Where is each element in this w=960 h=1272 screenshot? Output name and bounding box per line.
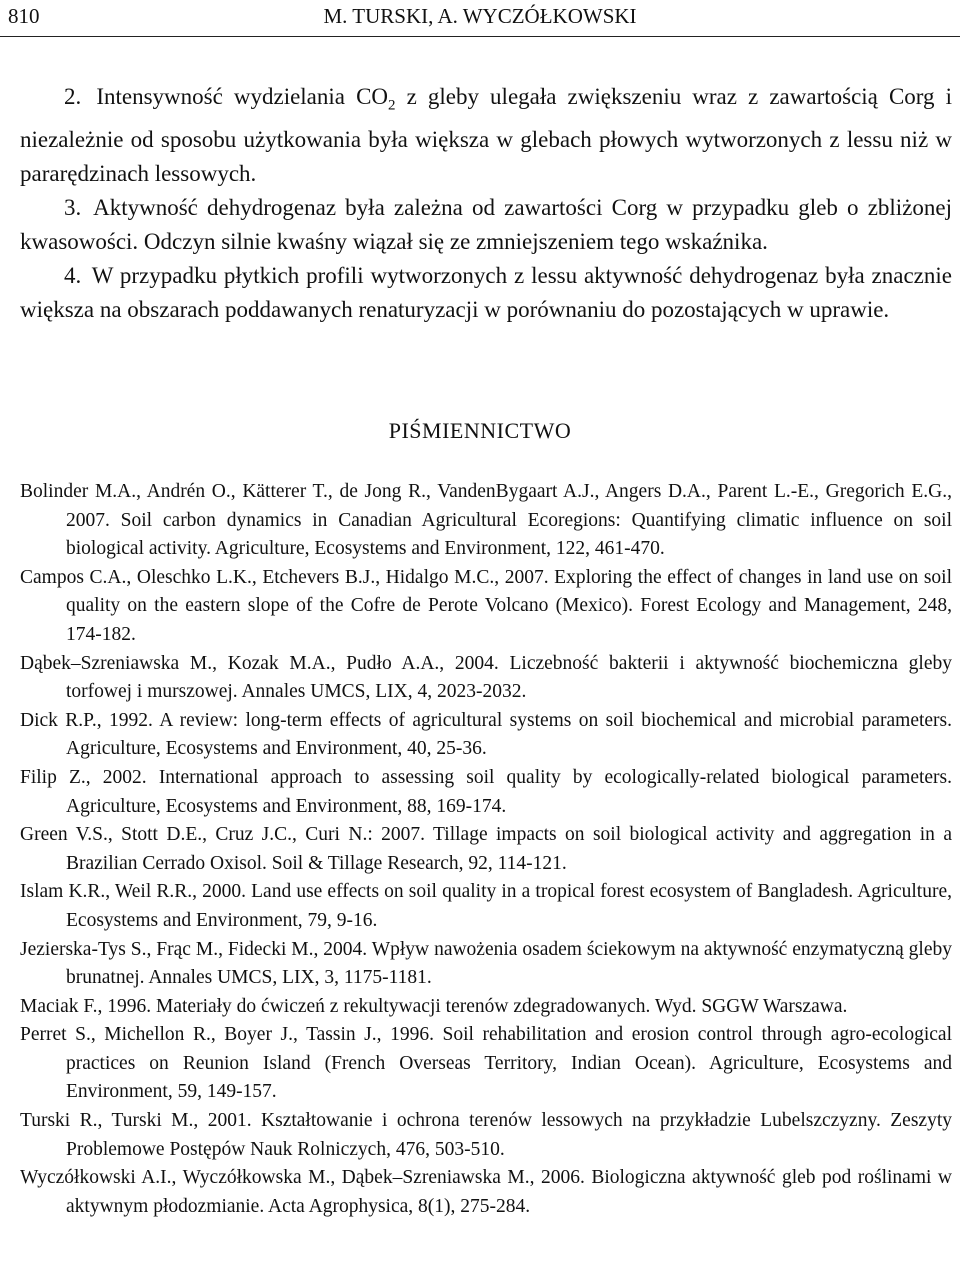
running-head: M. TURSKI, A. WYCZÓŁKOWSKI	[323, 4, 637, 28]
reference-entry: Dick R.P., 1992. A review: long-term effects of agricultural systems on soil biochemical and microbial parameters. Agriculture, Ecosystems and Environment, 40, 25-36.	[20, 709, 952, 760]
reference-entry: Campos C.A., Oleschko L.K., Etchevers B.J., Hidalgo M.C., 2007. Exploring the effect of changes in land use on soil quality on the eastern slope of the Cofre de Perote Volcano (Mexico). Forest Ecology and Management, 248, 174-182.	[20, 566, 952, 645]
section-title: PIŚMIENNICTWO	[388, 418, 572, 443]
conclusion-text: Intensywność wydzielania CO	[96, 84, 389, 109]
conclusion-text: Aktywność dehydrogenaz była zależna od zawartości Corg w przypadku gleb o zbliżonej kwasowości. Odczyn silnie kwaśny wiązał się ze zmniejszeniem tego wskaźnika.	[20, 194, 952, 254]
conclusion-number: 4.	[64, 262, 82, 288]
reference-entry: Turski R., Turski M., 2001. Kształtowanie i ochrona terenów lessowych na przykładzie Lubelszczyzny. Zeszyty Problemowe Postępów Nauk Rolniczych, 476, 503-510.	[20, 1110, 952, 1160]
subscript: 2	[388, 97, 396, 114]
reference-entry: Dąbek–Szreniawska M., Kozak M.A., Pudło A.A., 2004. Liczebność bakterii i aktywność biochemiczna gleby torfowej i murszowej. Annales UMCS, LIX, 4, 2023-2032.	[20, 652, 952, 703]
conclusion-number: 3.	[64, 194, 82, 220]
reference-entry: Jezierska-Tys S., Frąc M., Fidecki M., 2004. Wpływ nawożenia osadem ściekowym na aktywność enzymatyczną gleby brunatnej. Annales UMCS, LIX, 3, 1175-1181.	[20, 938, 952, 989]
page-header	[0, 0, 960, 36]
reference-entry: Filip Z., 2002. International approach to assessing soil quality by ecologically-related biological parameters. Agriculture, Ecosystems and Environment, 88, 169-174.	[20, 766, 952, 817]
conclusion-item	[20, 80, 952, 191]
conclusion-number: 2.	[64, 84, 82, 109]
conclusions-list	[20, 80, 952, 327]
reference-entry: Bolinder M.A., Andrén O., Kätterer T., de Jong R., VandenBygaart A.J., Angers D.A., Parent L.-E., Gregorich E.G., 2007. Soil carbon dynamics in Canadian Agricultural Ecoregions: Quantifying climatic influence on soil biological activity. Agriculture, Ecosystems and Environment, 122, 461-470.	[20, 481, 952, 560]
reference-entry: Wyczółkowski A.I., Wyczółkowska M., Dąbek–Szreniawska M., 2006. Biologiczna aktywność gleb pod roślinami w aktywnym płodozmianie. Acta Agrophysica, 8(1), 275-284.	[20, 1167, 952, 1217]
conclusion-text: z gleby ulegała zwiększeniu wraz z zawartością Corg i niezależnie od sposobu użytkowania była większa w glebach płowych wytworzonych z lessu niż w pararędzinach lessowych.	[20, 84, 952, 186]
reference-list	[20, 478, 952, 1221]
reference-entry: Maciak F., 1996. Materiały do ćwiczeń z rekultywacji terenów zdegradowanych. Wyd. SGGW Warszawa.	[20, 995, 848, 1017]
reference-entry: Islam K.R., Weil R.R., 2000. Land use effects on soil quality in a tropical forest ecosystem of Bangladesh. Agriculture, Ecosystems and Environment, 79, 9-16.	[20, 881, 952, 931]
reference-entry: Green V.S., Stott D.E., Cruz J.C., Curi N.: 2007. Tillage impacts on soil biological activity and aggregation in a Brazilian Cerrado Oxisol. Soil & Tillage Research, 92, 114-121.	[20, 824, 952, 874]
page-number: 810	[8, 4, 40, 28]
header-rule	[0, 36, 960, 37]
conclusion-item	[20, 259, 952, 327]
conclusion-item	[20, 191, 952, 259]
conclusion-text: W przypadku płytkich profili wytworzonych z lessu aktywność dehydrogenaz była znacznie większa na obszarach poddawanych renaturyzacji w porównaniu do pozostających w uprawie.	[20, 262, 952, 322]
reference-entry: Perret S., Michellon R., Boyer J., Tassin J., 1996. Soil rehabilitation and erosion control through agro-ecological practices on Reunion Island (French Overseas Territory, Indian Ocean). Agriculture, Ecosystems and Environment, 59, 149-157.	[20, 1024, 952, 1103]
